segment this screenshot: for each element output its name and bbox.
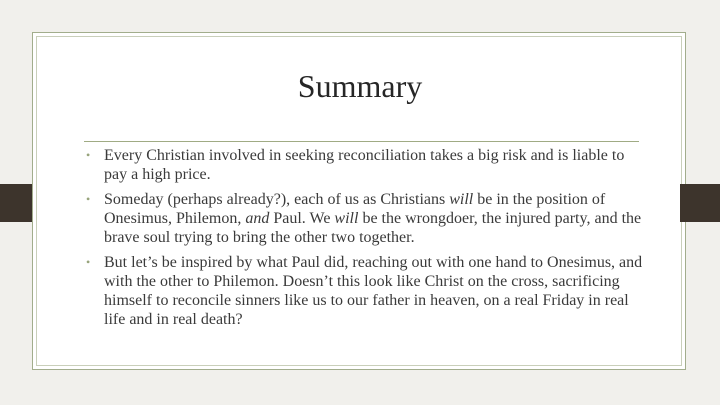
bullet-emphasis: will: [449, 191, 474, 208]
bullet-text-part: be in the position of Onesimus, Philemon,: [104, 191, 606, 227]
bullet-emphasis: and: [245, 210, 270, 227]
bullet-item: [86, 146, 646, 184]
bullet-item: [86, 253, 646, 329]
bullet-text-part: Someday (perhaps already?), each of us as Christians: [104, 191, 450, 208]
right-decorative-tab: [680, 184, 720, 222]
slide-title: Summary: [297, 68, 423, 104]
bullet-text-part: be the wrongdoer, the injured party, and the brave soul trying to bring the other two together.: [104, 210, 642, 246]
bullet-emphasis: will: [334, 210, 359, 227]
title-divider: [84, 141, 639, 142]
bullet-list: [86, 146, 646, 335]
bullet-text: Every Christian involved in seeking reconciliation takes a big risk and is liable to pay a high price.: [104, 147, 625, 183]
bullet-icon: •: [86, 192, 91, 206]
left-decorative-tab: [0, 184, 32, 222]
bullet-text: But let’s be inspired by what Paul did, reaching out with one hand to Onesimus, and with the other to Philemon. Doesn’t this look like Christ on the cross, sacrificing himself to reconcile sinners like us to our father in heaven, on a real Friday in real life and in real death?: [104, 254, 643, 328]
bullet-icon: •: [86, 148, 91, 162]
bullet-text-part: Paul. We: [269, 210, 335, 227]
bullet-icon: •: [86, 255, 91, 269]
bullet-item: [86, 190, 646, 247]
